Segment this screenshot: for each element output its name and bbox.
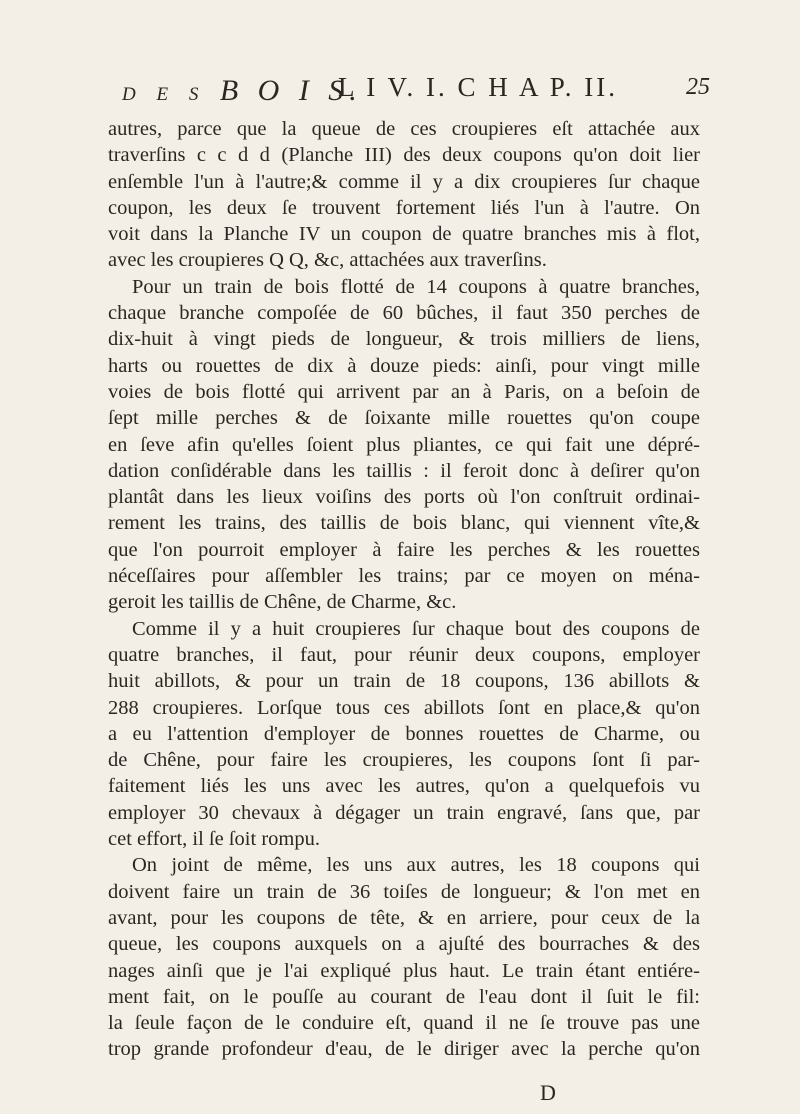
- text-line: autres, parce que la queue de ces croupieres eſt attachée aux: [108, 118, 700, 140]
- page-number: 25: [686, 74, 710, 100]
- text-line: cet effort, il ſe ſoit rompu.: [108, 828, 320, 851]
- text-line: néceſſaires pour aſſembler les trains; par ce moyen on ména-: [108, 565, 700, 588]
- text-line: voies de bois flotté qui arrivent par an à Paris, on a beſoin de: [108, 380, 700, 403]
- header-bois: B O I S.: [219, 74, 363, 107]
- text-line: a eu l'attention d'employer de bonnes rouettes de Charme, ou: [108, 722, 700, 745]
- text-line: Pour un train de bois flotté de 14 coupons à quatre branches,: [132, 275, 700, 298]
- header-livre-chapitre: L I V. I. C H A P. II.: [338, 72, 619, 102]
- running-header: [100, 68, 710, 108]
- header-des: D E S: [122, 84, 207, 105]
- text-line: chaque branche compoſée de 60 bûches, il faut 350 perches de: [108, 302, 700, 325]
- text-line: plantât dans les lieux voiſins des ports où l'on conſtruit ordinai-: [108, 486, 700, 509]
- text-line: huit abillots, & pour un train de 18 coupons, 136 abillots &: [108, 670, 700, 693]
- signature-mark: D: [540, 1080, 556, 1105]
- text-line: que l'on pourroit employer à faire les perches & les rouettes: [108, 538, 700, 561]
- header-des-bois: [122, 74, 363, 108]
- text-line: quatre branches, il faut, pour réunir deux coupons, employer: [108, 643, 700, 666]
- text-line: Comme il y a huit croupieres ſur chaque bout des coupons de: [132, 617, 700, 640]
- text-line: ſept mille perches & de ſoixante mille rouettes qu'on coupe: [108, 407, 700, 430]
- text-line: coupon, les deux ſe trouvent fortement liés l'un à l'autre. On: [108, 196, 700, 219]
- text-line: harts ou rouettes de dix à douze pieds: ainſi, pour vingt mille: [108, 354, 700, 377]
- text-line: employer 30 chevaux à dégager un train engravé, ſans que, par: [108, 801, 700, 824]
- text-line: On joint de même, les uns aux autres, les 18 coupons qui: [132, 854, 700, 877]
- text-line: ment fait, on le pouſſe au courant de l'eau dont il ſuit le fil:: [108, 985, 700, 1008]
- text-line: la ſeule façon de le conduire eſt, quand il ne ſe trouve pas une: [108, 1012, 700, 1035]
- text-line: avant, pour les coupons de tête, & en arriere, pour ceux de la: [108, 906, 700, 929]
- text-line: trop grande profondeur d'eau, de le diriger avec la perche qu'on: [108, 1038, 700, 1061]
- text-line: avec les croupieres Q Q, &c, attachées aux traverſins.: [108, 249, 547, 272]
- text-line: 288 croupieres. Lorſque tous ces abillots ſont en place,& qu'on: [108, 696, 700, 719]
- body-text: [108, 116, 700, 1063]
- text-line: faitement liés les uns avec les autres, qu'on a quelquefois vu: [108, 775, 700, 798]
- text-line: traverſins c c d d (Planche III) des deux coupons qu'on doit lier: [108, 144, 700, 167]
- text-line: queue, les coupons auxquels on a ajuſté des bourraches & des: [108, 933, 700, 956]
- text-line: en ſeve afin qu'elles ſoient plus pliantes, ce qui fait une dépré-: [108, 433, 700, 456]
- text-line: rement les trains, des taillis de bois blanc, qui viennent vîte,&: [108, 512, 700, 535]
- text-line: enſemble l'un à l'autre;& comme il y a dix croupieres ſur chaque: [108, 170, 700, 193]
- text-line: voit dans la Planche IV un coupon de quatre branches mis à flot,: [108, 223, 700, 246]
- text-line: dix-huit à vingt pieds de longueur, & trois milliers de liens,: [108, 328, 700, 351]
- text-line: de Chêne, pour faire les croupieres, les coupons ſont ſi par-: [108, 749, 700, 772]
- text-line: nages ainſi que je l'ai expliqué plus haut. Le train étant entiére-: [108, 959, 700, 982]
- text-line: geroit les taillis de Chêne, de Charme, &c.: [108, 591, 457, 614]
- text-line: dation conſidérable dans les taillis : il feroit donc à deſirer qu'on: [108, 459, 700, 482]
- text-line: doivent faire un train de 36 toiſes de longueur; & l'on met en: [108, 880, 700, 903]
